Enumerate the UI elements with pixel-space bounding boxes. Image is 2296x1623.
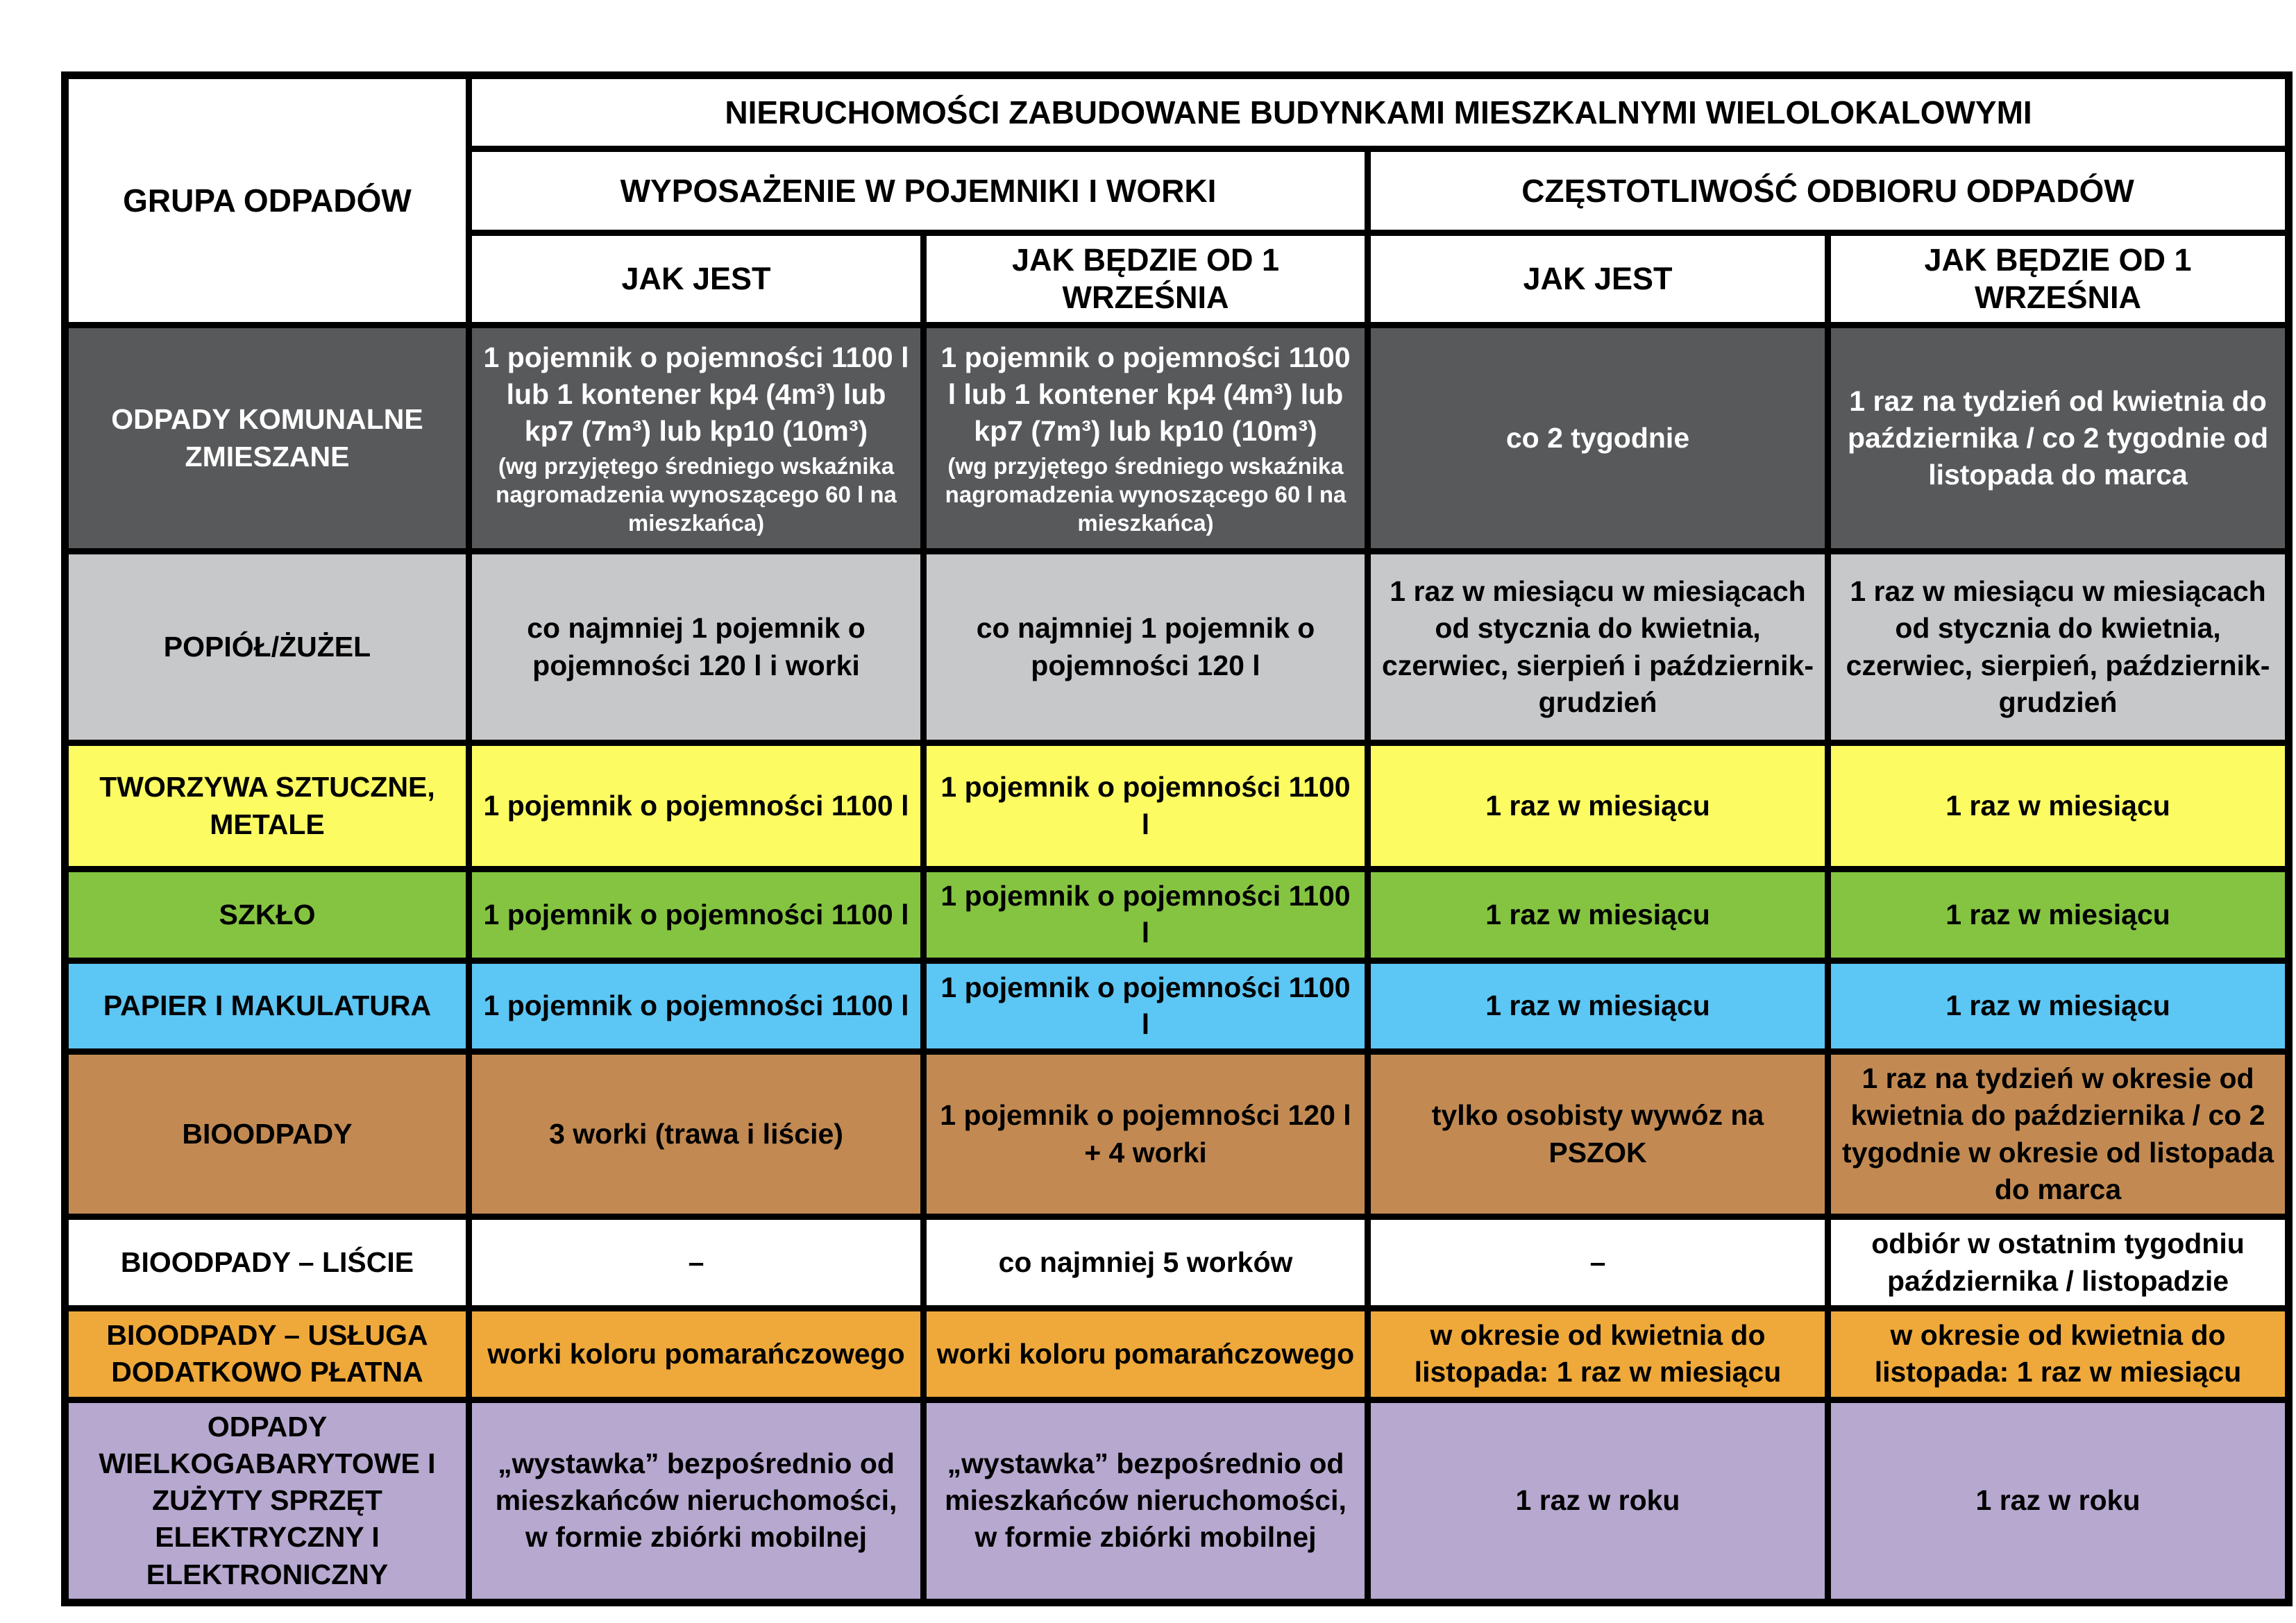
frequency-future-cell <box>1828 1052 2289 1217</box>
cell-text: 1 raz w miesiącu <box>1485 989 1710 1022</box>
equipment-as-is-cell <box>469 1400 924 1602</box>
cell-text: 1 raz w roku <box>1515 1484 1680 1517</box>
equipment-as-is-cell <box>469 1217 924 1309</box>
cell-text: 1 raz w miesiącu w miesiącach od stycznia do kwietnia, czerwiec, sierpień, październik-grudzień <box>1846 575 2270 718</box>
frequency-future-cell <box>1828 960 2289 1052</box>
section-equipment-header: WYPOSAŻENIE W POJEMNIKI I WORKI <box>469 149 1368 233</box>
frequency-future-cell <box>1828 743 2289 869</box>
cell-text: 1 raz w roku <box>1975 1484 2141 1517</box>
cell-text: 1 raz w miesiącu <box>1485 898 1710 931</box>
table-row-biowaste-paid-service <box>65 1308 2289 1400</box>
table-row-ash-slag <box>65 552 2289 743</box>
cell-text: 1 raz w miesiącu <box>1945 989 2170 1022</box>
equipment-future-cell <box>924 1052 1368 1217</box>
equipment-future-cell <box>924 869 1368 961</box>
cell-text: co najmniej 1 pojemnik o pojemności 120 l <box>976 612 1315 681</box>
cell-text: 1 pojemnik o pojemności 1100 l <box>483 789 909 822</box>
frequency-future-cell <box>1828 1217 2289 1309</box>
cell-text: co najmniej 1 pojemnik o pojemności 120 l i worki <box>527 612 866 681</box>
cell-note: (wg przyjętego średniego wskaźnika nagromadzenia wynoszącego 60 l na mieszkańca) <box>496 452 897 536</box>
equipment-future-cell <box>924 743 1368 869</box>
frequency-future-cell <box>1828 552 2289 743</box>
frequency-future-cell <box>1828 1400 2289 1602</box>
table-row-bulky-waste-electronics <box>65 1400 2289 1602</box>
equipment-future-cell <box>924 552 1368 743</box>
equipment-as-is-cell <box>469 869 924 961</box>
cell-text: 1 pojemnik o pojemności 1100 l <box>483 989 909 1022</box>
frequency-future-cell <box>1828 1308 2289 1400</box>
cell-note: (wg przyjętego średniego wskaźnika nagromadzenia wynoszącego 60 l na mieszkańca) <box>945 452 1347 536</box>
cell-text: 1 pojemnik o pojemności 1100 l <box>940 971 1351 1040</box>
sub-future-equipment-label: JAK BĘDZIE OD 1 WRZEŚNIA <box>1011 242 1280 315</box>
row-group-cell: BIOODPADY – LIŚCIE <box>65 1217 469 1309</box>
row-group-cell: ODPADY KOMUNALNE ZMIESZANE <box>65 325 469 552</box>
cell-text: worki koloru pomarańczowego <box>936 1337 1355 1370</box>
frequency-as-is-cell <box>1368 325 1828 552</box>
cell-text: 1 raz na tydzień w okresie od kwietnia do października / co 2 tygodnie w okresie od listopada do marca <box>1842 1062 2274 1206</box>
cell-text: w okresie od kwietnia do listopada: 1 raz w miesiącu <box>1414 1318 1782 1388</box>
cell-text: 1 raz w miesiącu w miesiącach od stycznia do kwietnia, czerwiec, sierpień i październik-grudzień <box>1381 575 1814 718</box>
equipment-as-is-cell <box>469 1052 924 1217</box>
equipment-as-is-cell <box>469 325 924 552</box>
table-row-glass <box>65 869 2289 961</box>
sub-future-equipment-header <box>924 233 1368 325</box>
frequency-future-cell <box>1828 325 2289 552</box>
cell-text: 1 pojemnik o pojemności 1100 l <box>483 898 909 931</box>
row-group-cell: BIOODPADY <box>65 1052 469 1217</box>
frequency-as-is-cell <box>1368 1308 1828 1400</box>
cell-text: worki koloru pomarańczowego <box>487 1337 905 1370</box>
row-group-cell: ODPADY WIELKOGABARYTOWE I ZUŻYTY SPRZĘT ELEKTRYCZNY I ELEKTRONICZNY <box>65 1400 469 1602</box>
row-group-cell: PAPIER I MAKULATURA <box>65 960 469 1052</box>
row-group-cell: SZKŁO <box>65 869 469 961</box>
equipment-as-is-cell <box>469 960 924 1052</box>
cell-text: „wystawka” bezpośrednio od mieszkańców nieruchomości, w formie zbiórki mobilnej <box>945 1447 1347 1554</box>
row-group-cell: TWORZYWA SZTUCZNE, METALE <box>65 743 469 869</box>
frequency-as-is-cell <box>1368 1052 1828 1217</box>
frequency-future-cell <box>1828 869 2289 961</box>
row-group-cell: BIOODPADY – USŁUGA DODATKOWO PŁATNA <box>65 1308 469 1400</box>
section-frequency-header: CZĘSTOTLIWOŚĆ ODBIORU ODPADÓW <box>1368 149 2289 233</box>
cell-text: – <box>688 1246 704 1279</box>
table-row-paper <box>65 960 2289 1052</box>
equipment-future-cell <box>924 960 1368 1052</box>
equipment-future-cell <box>924 1308 1368 1400</box>
cell-text: 1 raz na tydzień od kwietnia do października / co 2 tygodnie od listopada do marca <box>1848 384 2269 491</box>
table-row-biowaste <box>65 1052 2289 1217</box>
frequency-as-is-cell <box>1368 1217 1828 1309</box>
cell-text: 1 pojemnik o pojemności 1100 l lub 1 kontener kp4 (4m³) lub kp7 (7m³) lub kp10 (10m³) <box>483 341 909 448</box>
cell-text: co najmniej 5 worków <box>998 1246 1293 1279</box>
equipment-as-is-cell <box>469 743 924 869</box>
frequency-as-is-cell <box>1368 1400 1828 1602</box>
cell-text: 1 raz w miesiącu <box>1945 789 2170 822</box>
frequency-as-is-cell <box>1368 960 1828 1052</box>
top-header-cell: NIERUCHOMOŚCI ZABUDOWANE BUDYNKAMI MIESZKALNYMI WIELOLOKALOWYMI <box>469 76 2289 149</box>
frequency-as-is-cell <box>1368 552 1828 743</box>
corner-header-cell: GRUPA ODPADÓW <box>65 76 469 325</box>
frequency-as-is-cell <box>1368 743 1828 869</box>
cell-text: 1 pojemnik o pojemności 1100 l lub 1 kontener kp4 (4m³) lub kp7 (7m³) lub kp10 (10m³) <box>940 341 1351 448</box>
table-row-biowaste-leaves <box>65 1217 2289 1309</box>
table-row-plastics-metals <box>65 743 2289 869</box>
sub-future-frequency-header: JAK BĘDZIE OD 1 WRZEŚNIA <box>1828 233 2289 325</box>
cell-text: 1 pojemnik o pojemności 120 l + 4 worki <box>940 1099 1351 1169</box>
equipment-as-is-cell <box>469 1308 924 1400</box>
table-row-mixed-municipal <box>65 325 2289 552</box>
row-group-cell: POPIÓŁ/ŻUŻEL <box>65 552 469 743</box>
cell-text: 1 raz w miesiącu <box>1945 898 2170 931</box>
cell-text: w okresie od kwietnia do listopada: 1 raz w miesiącu <box>1874 1318 2242 1388</box>
sub-as-is-equipment-header: JAK JEST <box>469 233 924 325</box>
equipment-future-cell <box>924 1217 1368 1309</box>
cell-text: 1 pojemnik o pojemności 1100 l <box>940 880 1351 949</box>
equipment-future-cell <box>924 1400 1368 1602</box>
cell-text: odbiór w ostatnim tygodniu października / listopadzie <box>1871 1227 2245 1297</box>
cell-text: – <box>1589 1246 1606 1279</box>
sub-as-is-frequency-header: JAK JEST <box>1368 233 1828 325</box>
waste-collection-table <box>61 71 2293 1606</box>
cell-text: „wystawka” bezpośrednio od mieszkańców nieruchomości, w formie zbiórki mobilnej <box>495 1447 897 1554</box>
equipment-future-cell <box>924 325 1368 552</box>
equipment-as-is-cell <box>469 552 924 743</box>
cell-text: co 2 tygodnie <box>1505 421 1690 454</box>
cell-text: 3 worki (trawa i liście) <box>549 1118 843 1150</box>
cell-text: tylko osobisty wywóz na PSZOK <box>1431 1099 1764 1169</box>
cell-text: 1 raz w miesiącu <box>1485 789 1710 822</box>
cell-text: 1 pojemnik o pojemności 1100 l <box>940 771 1351 840</box>
frequency-as-is-cell <box>1368 869 1828 961</box>
